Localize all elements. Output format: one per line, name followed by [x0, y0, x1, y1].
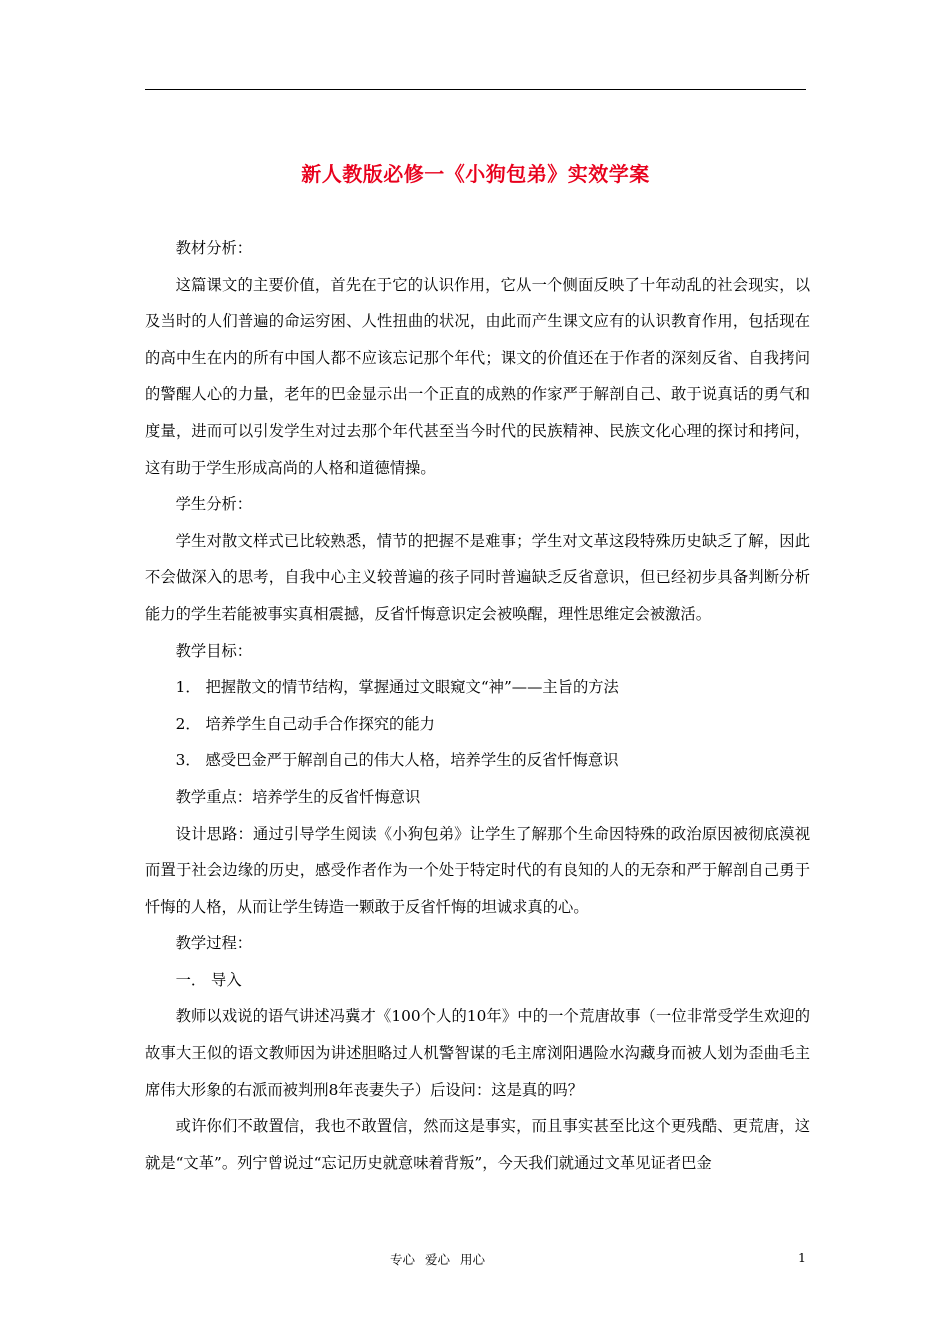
subheading-introduction: 一． 导入 [175, 970, 242, 989]
section-heading-textbook-analysis: 教材分析： [175, 239, 253, 257]
paragraph-key-point: 教学重点：培养学生的反省忏悔意识 [175, 787, 421, 806]
goal-item-1: 1． 把握散文的情节结构，掌握通过文眼窥文“神”——主旨的方法 [175, 678, 619, 697]
goal-item-3: 3． 感受巴金严于解剖自己的伟大人格，培养学生的反省忏悔意识 [175, 751, 619, 770]
section-heading-teaching-goals: 教学目标： [175, 641, 253, 660]
paragraph-introduction-story: 教师以戏说的语气讲述冯冀才《100个人的10年》中的一个荒唐故事（一位非常受学生欢迎的故事大王似的语文教师因为讲述胆略过人机警智谋的毛主席浏阳遇险水沟藏身而被人划为歪曲毛主席伟大形象的右派而被判刑8年丧妻失子）后设问：这是真的吗？ [145, 1007, 810, 1099]
page-number: 1 [798, 1250, 806, 1265]
goal-item-2: 2． 培养学生自己动手合作探究的能力 [175, 714, 435, 733]
document-title: 新人教版必修一《小狗包弟》实效学案 [301, 162, 650, 186]
paragraph-textbook-analysis: 这篇课文的主要价值，首先在于它的认识作用，它从一个侧面反映了十年动乱的社会现实，以及当时的人们普遍的命运穷困、人性扭曲的状况，由此而产生课文应有的认识教育作用，包括现在的高中生在内的所有中国人都不应该忘记那个年代；课文的价值还在于作者的深刻反省、自我拷问的警醒人心的力量，老年的巴金显示出一个正直的成熟的作家严于解剖自己、敢于说真话的勇气和度量，进而可以引发学生对过去那个年代甚至当今时代的民族精神、民族文化心理的探讨和拷问，这有助于学生形成高尚的人格和道德情操。 [145, 275, 810, 477]
header-rule [145, 89, 806, 90]
paragraph-student-analysis: 学生对散文样式已比较熟悉，情节的把握不是难事；学生对文革这段特殊历史缺乏了解，因此不会做深入的思考，自我中心主义较普遍的孩子同时普遍缺乏反省意识，但已经初步具备判断分析能力的学生若能被事实真相震撼，反省忏悔意识定会被唤醒，理性思维定会被激活。 [145, 531, 810, 623]
document-body [145, 230, 810, 1181]
footer-motto: 专心 爱心 用心 [390, 1252, 485, 1267]
section-heading-student-analysis: 学生分析： [175, 495, 253, 514]
paragraph-design-idea: 设计思路：通过引导学生阅读《小狗包弟》让学生了解那个生命因特殊的政治原因被彻底漠视而置于社会边缘的历史，感受作者作为一个处于特定时代的有良知的人的无奈和严于解剖自己勇于忏悔的人格，从而让学生铸造一颗敢于反省忏悔的坦诚求真的心。 [145, 824, 810, 916]
paragraph-introduction-followup: 或许你们不敢置信，我也不敢置信，然而这是事实，而且事实甚至比这个更残酷、更荒唐，这就是“文革”。列宁曾说过“忘记历史就意味着背叛”，今天我们就通过文革见证者巴金 [145, 1117, 810, 1172]
section-heading-teaching-process: 教学过程： [175, 934, 253, 953]
